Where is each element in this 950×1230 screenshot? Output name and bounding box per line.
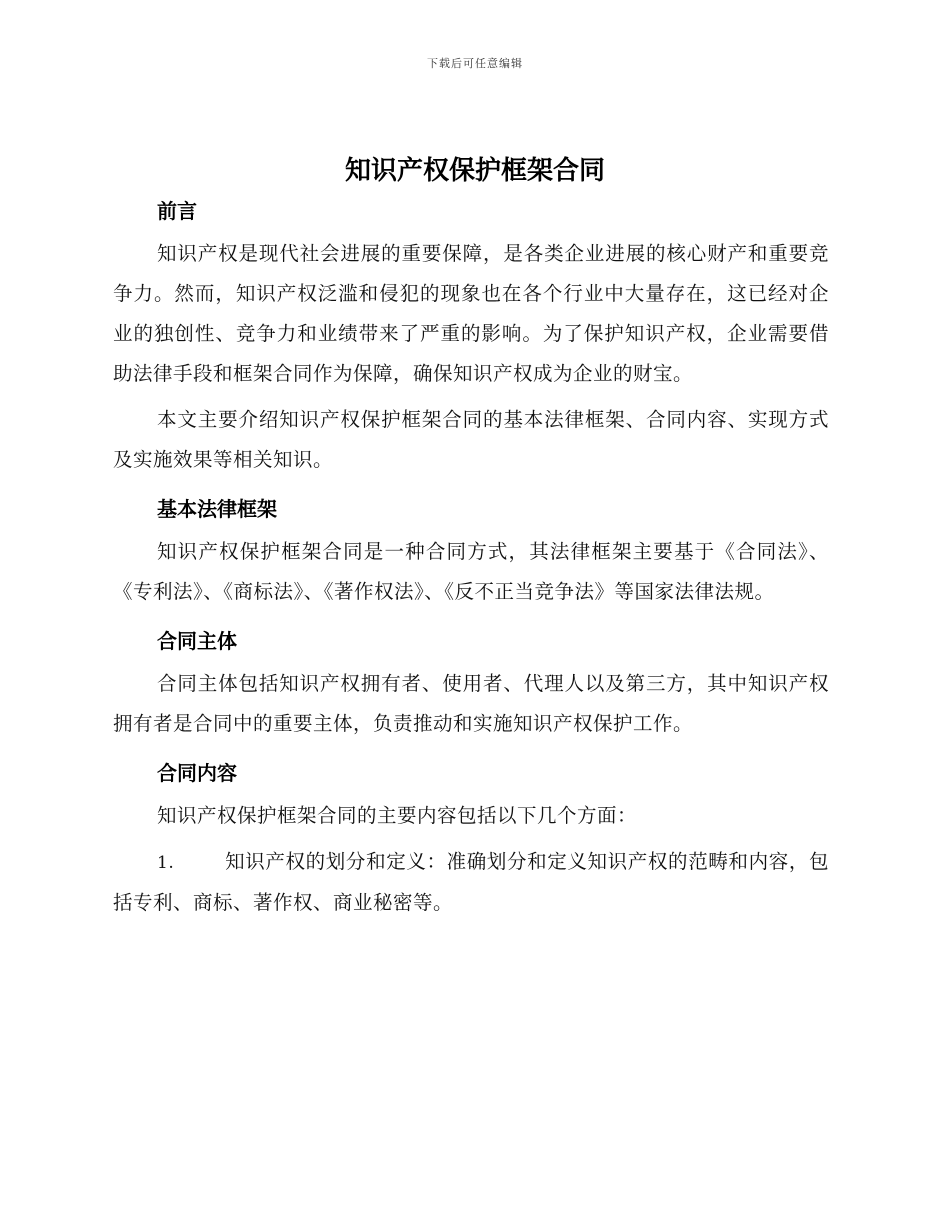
list-item (113, 842, 829, 923)
paragraph: 合同主体包括知识产权拥有者、使用者、代理人以及第三方，其中知识产权拥有者是合同中的重要主体，负责推动和实施知识产权保护工作。 (113, 672, 829, 735)
section-heading-contract-parties: 合同主体 (157, 629, 237, 653)
paragraph: 知识产权是现代社会进展的重要保障，是各类企业进展的核心财产和重要竞争力。然而，知识产权泛滥和侵犯的现象也在各个行业中大量存在，这已经对企业的独创性、竞争力和业绩带来了严重的影响。为了保护知识产权，企业需要借助法律手段和框架合同作为保障，确保知识产权成为企业的财宝。 (113, 242, 829, 385)
section-heading-legal-framework: 基本法律框架 (157, 497, 277, 521)
paragraph: 知识产权保护框架合同是一种合同方式，其法律框架主要基于《合同法》、《专利法》、《商标法》、《著作权法》、《反不正当竞争法》等国家法律法规。 (113, 540, 829, 603)
page-header-note: 下载后可任意编辑 (427, 57, 523, 70)
document-title: 知识产权保护框架合同 (344, 156, 605, 186)
document-body (113, 196, 829, 923)
section-contract-parties (113, 626, 829, 744)
paragraph: 本文主要介绍知识产权保护框架合同的基本法律框架、合同内容、实现方式及实施效果等相关知识。 (113, 408, 829, 471)
paragraph: 知识产权保护框架合同的主要内容包括以下几个方面： (157, 804, 638, 827)
section-preface (113, 196, 829, 480)
section-legal-framework (113, 494, 829, 612)
list-item-number: 1. (157, 853, 175, 873)
section-contract-content (113, 758, 829, 923)
section-heading-preface: 前言 (157, 199, 197, 223)
list-item-text: 知识产权的划分和定义：准确划分和定义知识产权的范畴和内容，包括专利、商标、著作权、商业秘密等。 (113, 850, 829, 914)
section-heading-contract-content: 合同内容 (157, 761, 237, 785)
